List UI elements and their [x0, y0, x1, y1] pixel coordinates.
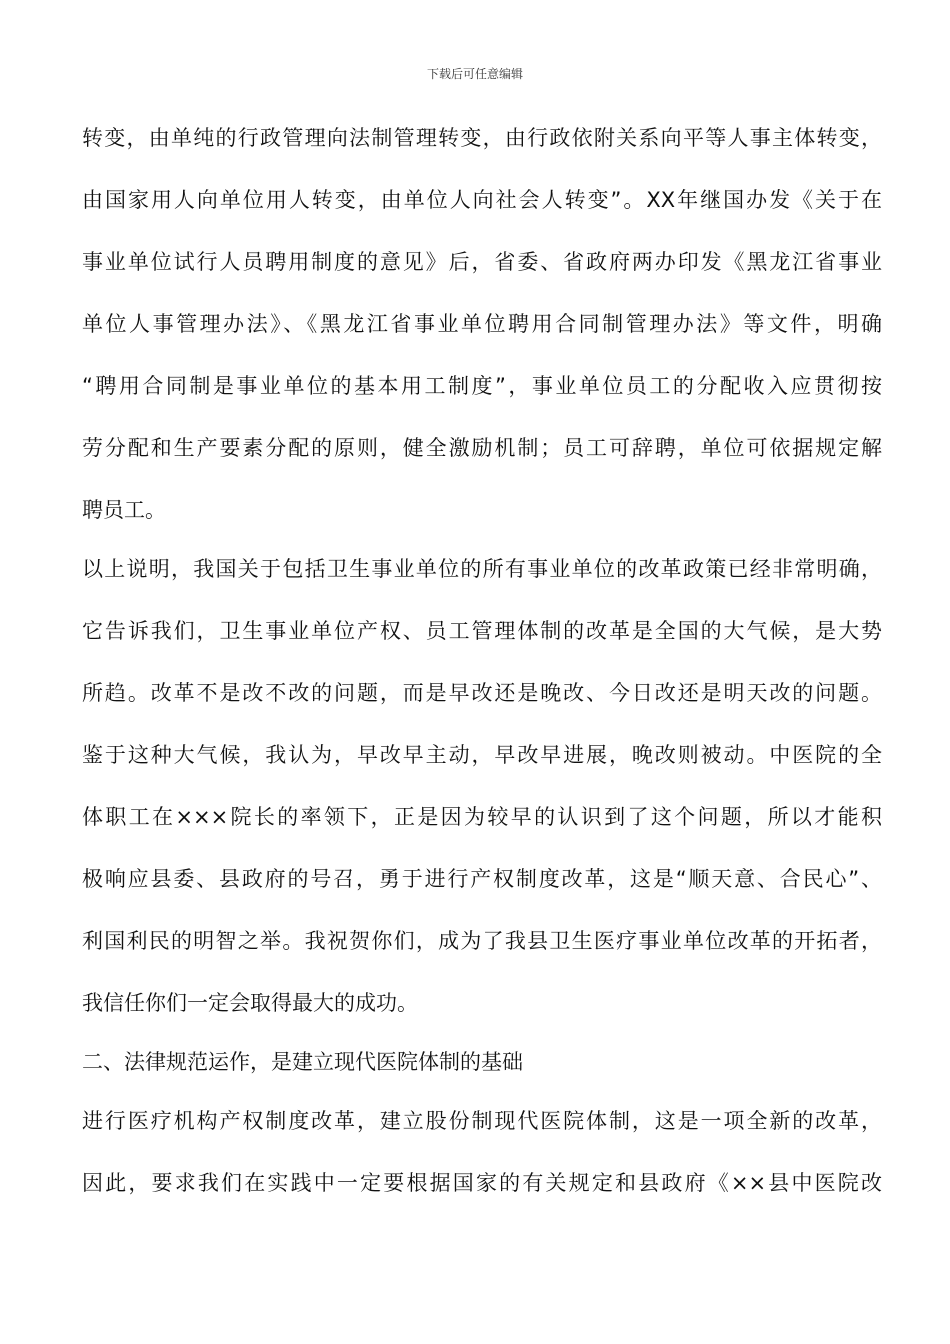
text-line: 由国家用人向单位用人转变，由单位人向社会人转变”。XX年继国办发《关于在 — [82, 188, 882, 212]
text-line: 聘员工。 — [82, 498, 166, 522]
text-line: 单位人事管理办法》、《黑龙江省事业单位聘用合同制管理办法》等文件，明确 — [82, 312, 882, 336]
text-line: 劳分配和生产要素分配的原则，健全激励机制；员工可辞聘，单位可依据规定解 — [82, 436, 882, 460]
page-header: 下载后可任意编辑 — [426, 67, 523, 81]
text-line: 利国利民的明智之举。我祝贺你们，成为了我县卫生医疗事业单位改革的开拓者， — [82, 929, 882, 953]
text-line: “聘用合同制是事业单位的基本用工制度”，事业单位员工的分配收入应贯彻按 — [82, 374, 882, 398]
text-line: 以上说明，我国关于包括卫生事业单位的所有事业单位的改革政策已经非常明确， — [82, 557, 882, 581]
text-line: 进行医疗机构产权制度改革，建立股份制现代医院体制，这是一项全新的改革， — [82, 1109, 882, 1133]
text-line: 因此，要求我们在实践中一定要根据国家的有关规定和县政府《××县中医院改 — [82, 1171, 882, 1195]
text-line: 事业单位试行人员聘用制度的意见》后，省委、省政府两办印发《黑龙江省事业 — [82, 250, 882, 274]
text-line: 极响应县委、县政府的号召，勇于进行产权制度改革，这是“顺天意、合民心”、 — [82, 867, 882, 891]
text-line: 我信任你们一定会取得最大的成功。 — [82, 991, 418, 1015]
text-line: 所趋。改革不是改不改的问题，而是早改还是晚改、今日改还是明天改的问题。 — [82, 681, 882, 705]
text-line: 体职工在×××院长的率领下，正是因为较早的认识到了这个问题，所以才能积 — [82, 805, 882, 829]
section-heading: 二、法律规范运作，是建立现代医院体制的基础 — [82, 1050, 523, 1074]
text-line: 转变，由单纯的行政管理向法制管理转变，由行政依附关系向平等人事主体转变， — [82, 126, 882, 150]
text-line: 鉴于这种大气候，我认为，早改早主动，早改早进展，晚改则被动。中医院的全 — [82, 743, 882, 767]
text-line: 它告诉我们，卫生事业单位产权、员工管理体制的改革是全国的大气候，是大势 — [82, 619, 882, 643]
